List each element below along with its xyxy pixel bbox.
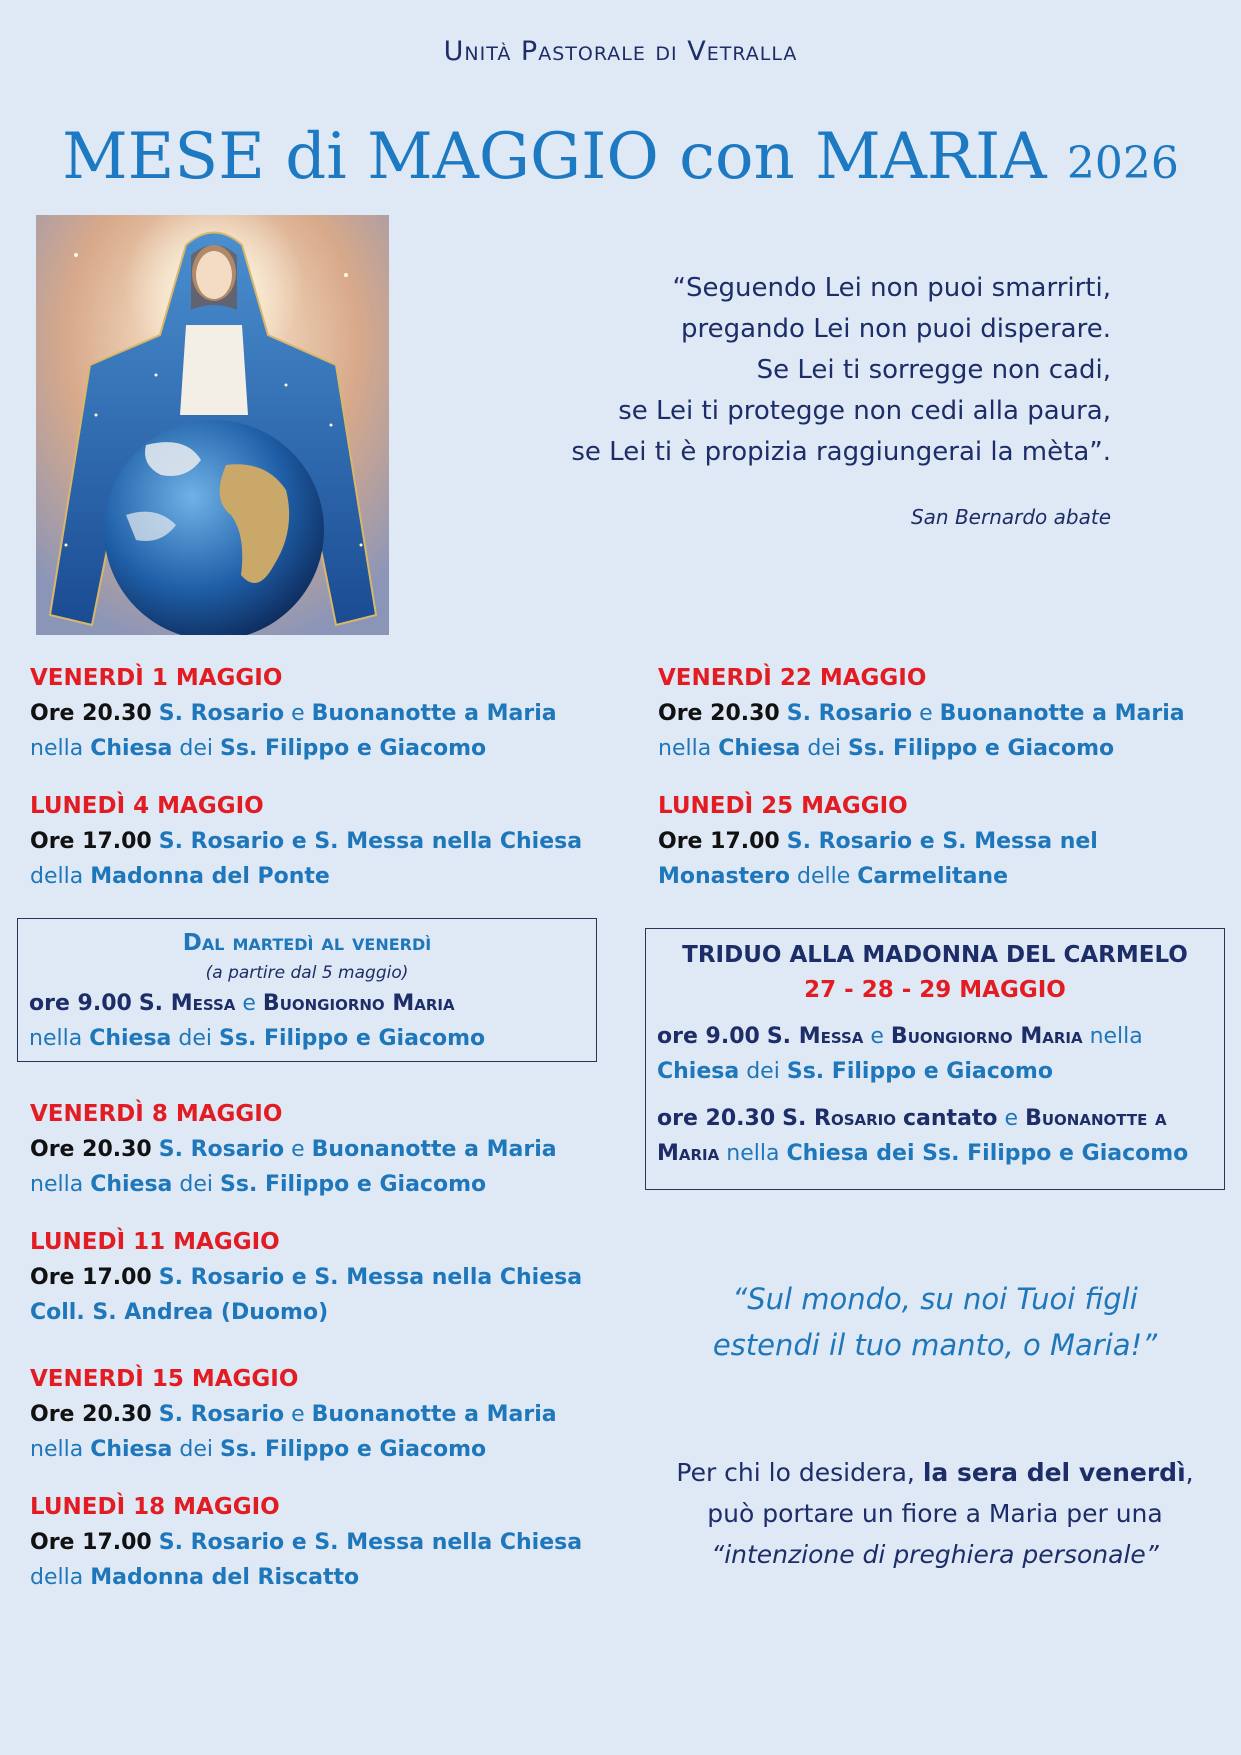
event-time: Ore 20.30 <box>30 1137 152 1162</box>
event-place: Ss. Filippo e Giacomo <box>848 736 1115 761</box>
box-line <box>646 1019 1224 1054</box>
event-block <box>30 1097 557 1202</box>
title-text: MESE di MAGGIO con MARIA <box>62 120 1047 194</box>
event-line <box>30 1525 582 1560</box>
event-line <box>30 824 582 859</box>
flower-note <box>650 1452 1220 1575</box>
quote-line: se Lei ti protegge non cedi alla paura, <box>618 396 1111 426</box>
event-rite: Maria <box>657 1141 720 1166</box>
box-line <box>18 1021 596 1056</box>
event-rite: S. Rosario <box>782 1106 896 1131</box>
hymn-quote <box>650 1276 1220 1368</box>
event-line <box>30 1397 557 1432</box>
quote-line: pregando Lei non puoi disperare. <box>680 314 1111 344</box>
event-place: Madonna del Riscatto <box>90 1565 360 1590</box>
event-date: VENERDÌ 22 MAGGIO <box>658 665 927 691</box>
event-rite: S. Rosario e S. Messa nel <box>786 829 1098 854</box>
event-date: VENERDÌ 15 MAGGIO <box>30 1366 299 1392</box>
box-line <box>646 1054 1224 1089</box>
event-rite: S. Messa <box>138 991 236 1016</box>
box-subheading: (a partire dal 5 maggio) <box>205 963 409 983</box>
event-time: Ore 17.00 <box>30 1265 152 1290</box>
event-line <box>658 731 1185 766</box>
event-time: ore 20.30 <box>657 1106 776 1131</box>
event-rite: Buongiorno Maria <box>890 1024 1083 1049</box>
event-line <box>30 1132 557 1167</box>
quote-line: “Seguendo Lei non puoi smarrirti, <box>672 273 1111 303</box>
event-place: Chiesa dei Ss. Filippo e Giacomo <box>786 1141 1189 1166</box>
event-rite: S. Rosario <box>158 701 285 726</box>
hymn-line: “Sul mondo, su noi Tuoi figli <box>732 1282 1138 1316</box>
box-heading: TRIDUO ALLA MADONNA DEL CARMELO <box>682 942 1188 968</box>
event-connector: nella <box>29 1026 83 1051</box>
event-line <box>658 696 1185 731</box>
event-connector: della <box>30 1565 84 1590</box>
event-rite: Buonanotte a Maria <box>311 701 557 726</box>
event-place: Ss. Filippo e Giacomo <box>220 1437 487 1462</box>
event-connector: nella <box>726 1141 780 1166</box>
note-punctuation: , <box>1185 1458 1194 1487</box>
event-block <box>30 1362 557 1467</box>
event-connector: dei <box>178 1026 213 1051</box>
event-rite: Buonanotte a Maria <box>939 701 1185 726</box>
event-connector: nella <box>1089 1024 1143 1049</box>
event-time: Ore 20.30 <box>30 1402 152 1427</box>
event-connector: dei <box>179 736 214 761</box>
event-connector: e <box>242 991 256 1016</box>
event-connector: dei <box>807 736 842 761</box>
event-connector: dei <box>746 1059 780 1084</box>
event-rite: S. Rosario e S. Messa nella Chiesa <box>158 829 583 854</box>
event-line <box>30 1560 582 1595</box>
event-date: LUNEDÌ 18 MAGGIO <box>30 1494 280 1520</box>
event-block <box>658 661 1185 766</box>
event-time: Ore 17.00 <box>658 829 780 854</box>
event-rite: S. Rosario e S. Messa nella Chiesa <box>158 1530 583 1555</box>
event-place: Chiesa <box>90 1437 173 1462</box>
event-rite: Buongiorno Maria <box>262 991 455 1016</box>
event-connector: nella <box>30 1172 84 1197</box>
madonna-over-globe-image <box>36 215 389 635</box>
event-connector: nella <box>30 736 84 761</box>
quote-line: se Lei ti è propizia raggiungerai la mèta”. <box>571 437 1111 467</box>
event-date: VENERDÌ 8 MAGGIO <box>30 1101 283 1127</box>
event-connector: e <box>291 1137 305 1162</box>
event-time: Ore 20.30 <box>30 701 152 726</box>
event-line <box>658 824 1098 859</box>
event-line <box>30 1167 557 1202</box>
event-connector: nella <box>658 736 712 761</box>
event-place: Chiesa <box>657 1059 740 1084</box>
event-connector: e <box>1004 1106 1019 1131</box>
note-emphasis: la sera del venerdì <box>922 1458 1186 1487</box>
event-connector: dei <box>179 1437 214 1462</box>
event-place: Ss. Filippo e Giacomo <box>220 1172 487 1197</box>
triduo-box <box>645 928 1225 1190</box>
event-date: LUNEDÌ 25 MAGGIO <box>658 793 908 819</box>
event-rite: S. Rosario <box>786 701 913 726</box>
event-line <box>30 1432 557 1467</box>
event-place: Ss. Filippo e Giacomo <box>220 736 487 761</box>
box-line <box>18 986 596 1021</box>
event-connector: nella <box>30 1437 84 1462</box>
event-date: LUNEDÌ 4 MAGGIO <box>30 793 264 819</box>
event-place: Carmelitane <box>857 864 1008 889</box>
quote-line: Se Lei ti sorregge non cadi, <box>756 355 1111 385</box>
event-place: Chiesa <box>89 1026 172 1051</box>
event-rite: S. Rosario <box>158 1137 285 1162</box>
box-line <box>646 1101 1224 1136</box>
event-connector: e <box>870 1024 884 1049</box>
event-date: VENERDÌ 1 MAGGIO <box>30 665 283 691</box>
event-line <box>30 1295 582 1330</box>
event-block <box>658 789 1098 894</box>
event-line <box>30 696 557 731</box>
event-rite: Buonanotte a Maria <box>311 1402 557 1427</box>
event-block <box>30 789 582 894</box>
event-connector: e <box>919 701 933 726</box>
event-place: Chiesa <box>718 736 801 761</box>
hymn-line: estendi il tuo manto, o Maria!” <box>712 1328 1158 1362</box>
quote-block <box>551 268 1111 473</box>
weekday-box <box>17 918 597 1062</box>
event-rite: Buonanotte a Maria <box>311 1137 557 1162</box>
event-connector: della <box>30 864 84 889</box>
event-connector: e <box>291 701 305 726</box>
event-place: Madonna del Ponte <box>90 864 330 889</box>
event-line <box>30 1260 582 1295</box>
box-line <box>646 1136 1224 1171</box>
title-year: 2026 <box>1066 138 1179 189</box>
event-time: Ore 17.00 <box>30 1530 152 1555</box>
box-dates: 27 - 28 - 29 MAGGIO <box>804 977 1066 1003</box>
event-rite: S. Rosario e S. Messa nella Chiesa <box>158 1265 583 1290</box>
event-place: Chiesa <box>90 736 173 761</box>
event-place: Ss. Filippo e Giacomo <box>219 1026 486 1051</box>
note-intention: “intenzione di preghiera personale” <box>711 1540 1159 1569</box>
event-place: Ss. Filippo e Giacomo <box>786 1059 1053 1084</box>
event-connector: delle <box>797 864 851 889</box>
event-block <box>30 1225 582 1330</box>
event-place: Chiesa <box>90 1172 173 1197</box>
parish-name: Unità Pastorale di Vetralla <box>443 36 798 67</box>
event-connector: dei <box>179 1172 214 1197</box>
event-line <box>30 731 557 766</box>
event-connector: e <box>291 1402 305 1427</box>
note-text: Per chi lo desidera, <box>676 1458 915 1487</box>
event-line <box>30 859 582 894</box>
event-line <box>658 859 1098 894</box>
note-text: può portare un fiore a Maria per una <box>707 1499 1163 1528</box>
event-time: Ore 20.30 <box>658 701 780 726</box>
event-place: Monastero <box>658 864 791 889</box>
box-heading: Dal martedì al venerdì <box>182 930 432 956</box>
event-time: Ore 17.00 <box>30 829 152 854</box>
event-block <box>30 1490 582 1595</box>
event-time: ore 9.00 <box>29 991 132 1016</box>
event-place: Coll. S. Andrea (Duomo) <box>30 1300 329 1325</box>
event-rite: S. Rosario <box>158 1402 285 1427</box>
event-date: LUNEDÌ 11 MAGGIO <box>30 1229 280 1255</box>
page-title <box>0 120 1241 194</box>
event-rite: Buonanotte a <box>1025 1106 1167 1131</box>
event-time: ore 9.00 <box>657 1024 760 1049</box>
quote-author: San Bernardo abate <box>910 505 1111 529</box>
event-block <box>30 661 557 766</box>
event-rite: cantato <box>903 1106 998 1131</box>
event-rite: S. Messa <box>766 1024 864 1049</box>
